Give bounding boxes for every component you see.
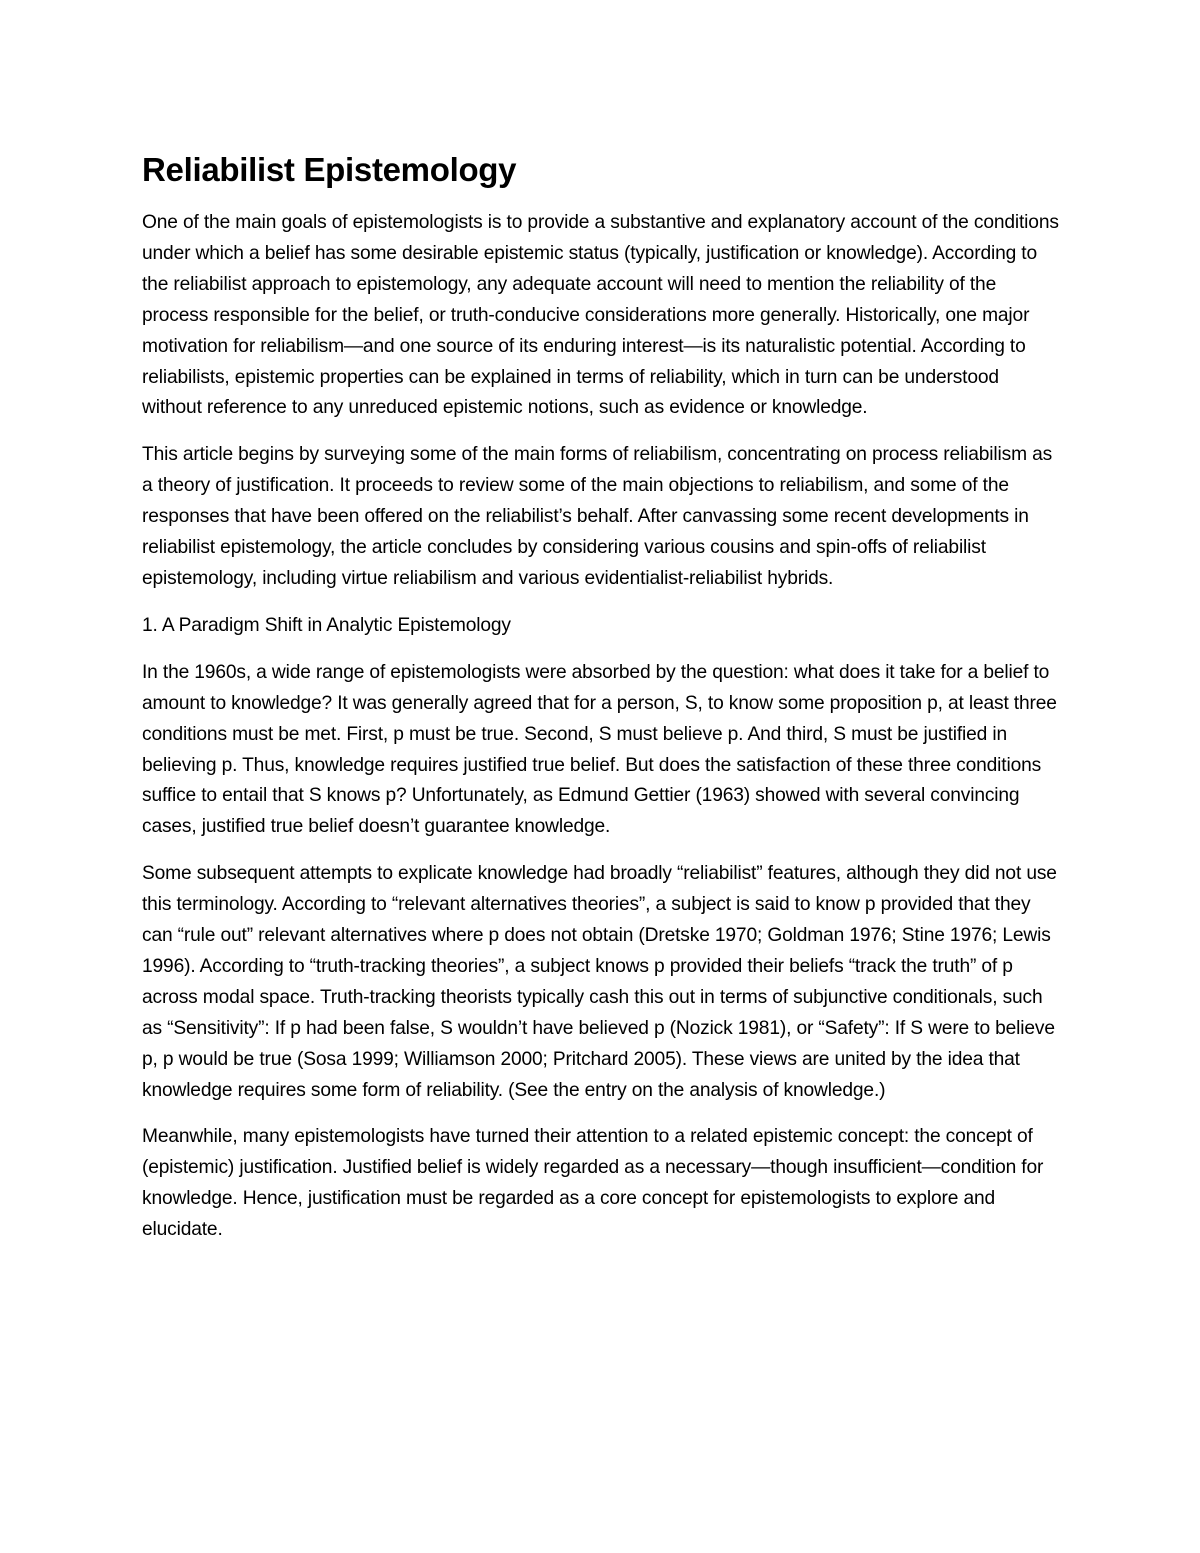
- section-paragraph: In the 1960s, a wide range of epistemologists were absorbed by the question: what does it take for a belief to amount to knowledge? It was generally agreed that for a person, S, to know some proposition p, at least three conditions must be met. First, p must be true. Second, S must believe p. And third, S must be justified in believing p. Thus, knowledge requires justified true belief. But does the satisfaction of these three conditions suffice to entail that S knows p? Unfortunately, as Edmund Gettier (1963) showed with several convincing cases, justified true belief doesn’t guarantee knowledge.: [142, 661, 1057, 838]
- document-page: [142, 150, 1062, 1262]
- document-title: Reliabilist Epistemology: [142, 151, 517, 188]
- section-paragraph: Meanwhile, many epistemologists have turned their attention to a related epistemic concept: the concept of (epistemic) justification. Justified belief is widely regarded as a necessary—though insufficient—condition for knowledge. Hence, justification must be regarded as a core concept for epistemologists to explore and elucidate.: [142, 1126, 1044, 1241]
- intro-paragraph: One of the main goals of epistemologists is to provide a substantive and explanatory account of the conditions under which a belief has some desirable epistemic status (typically, justification or knowledge). According to the reliabilist approach to epistemology, any adequate account will need to mention the reliability of the process responsible for the belief, or truth-conducive considerations more generally. Historically, one major motivation for reliabilism—and one source of its enduring interest—is its naturalistic potential. According to reliabilists, epistemic properties can be explained in terms of reliability, which in turn can be understood without reference to any unreduced epistemic notions, such as evidence or knowledge.: [142, 212, 1059, 419]
- section-paragraph: Some subsequent attempts to explicate knowledge had broadly “reliabilist” features, although they did not use this terminology. According to “relevant alternatives theories”, a subject is said to know p provided that they can “rule out” relevant alternatives where p does not obtain (Dretske 1970; Goldman 1976; Stine 1976; Lewis 1996). According to “truth-tracking theories”, a subject knows p provided their beliefs “track the truth” of p across modal space. Truth-tracking theorists typically cash this out in terms of subjunctive conditionals, such as “Sensitivity”: If p had been false, S wouldn’t have believed p (Nozick 1981), or “Safety”: If S were to believe p, p would be true (Sosa 1999; Williamson 2000; Pritchard 2005). These views are united by the idea that knowledge requires some form of reliability. (See the entry on the analysis of knowledge.): [142, 863, 1057, 1101]
- section-heading: 1. A Paradigm Shift in Analytic Epistemology: [142, 614, 511, 636]
- intro-paragraph: This article begins by surveying some of the main forms of reliabilism, concentrating on process reliabilism as a theory of justification. It proceeds to review some of the main objections to reliabilism, and some of the responses that have been offered on the reliabilist’s behalf. After canvassing some recent developments in reliabilist epistemology, the article concludes by considering various cousins and spin-offs of reliabilist epistemology, including virtue reliabilism and various evidentialist-reliabilist hybrids.: [142, 444, 1053, 589]
